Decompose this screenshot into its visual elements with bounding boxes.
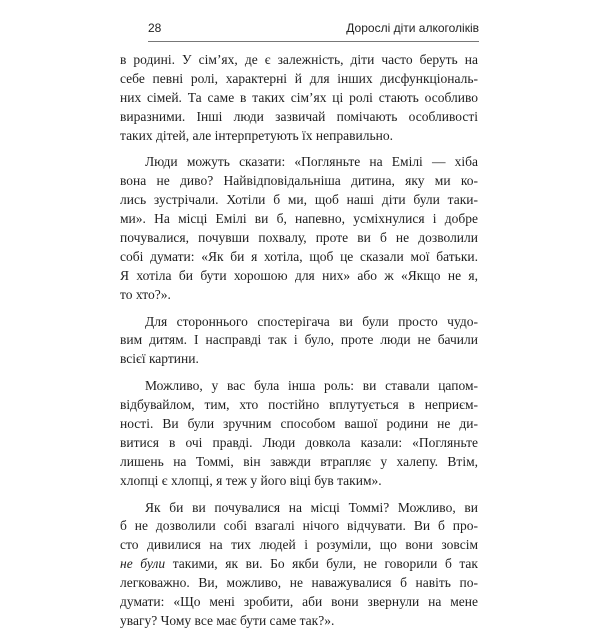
text-run: почувалися, почувши похвалу, проте ви б не дозволили (120, 230, 478, 246)
text-run: них сімей. Та саме в таких сім’ях ці ролі стають особливо (120, 89, 478, 105)
text-line (120, 396, 478, 415)
text-run: увагу? Чому все має бути саме так?». (120, 612, 335, 628)
text-line (120, 593, 478, 612)
page-number: 28 (148, 21, 162, 35)
running-head: Дорослі діти алкоголіків (346, 21, 479, 35)
text-line (120, 70, 478, 89)
text-line (120, 51, 478, 70)
text-line (120, 229, 478, 248)
text-line (120, 210, 478, 229)
text-run: вим дитям. І насправді так і було, проте люди не бачили (120, 332, 478, 348)
text-line (120, 536, 478, 555)
text-line (120, 108, 478, 127)
text-run: б не дозволили собі взагалі нічого відчувати. Ви б про- (120, 518, 478, 534)
text-run: такими, як ви. Бо якби були, не говорили б так (165, 556, 478, 572)
paragraph (120, 153, 478, 304)
text-line (120, 377, 478, 396)
text-line (120, 499, 478, 518)
text-line (120, 415, 478, 434)
text-line (120, 555, 478, 574)
text-line (120, 472, 478, 491)
page-header (148, 21, 479, 37)
text-run: всієї картини. (120, 351, 199, 367)
paragraph (120, 51, 478, 145)
text-line (120, 517, 478, 536)
text-run: собі думати: «Як би я хотіла, щоб це сказали мої батьки. (120, 248, 478, 264)
text-run: думати: «Що мені зробити, аби вони звернули на мене (120, 594, 478, 610)
text-line (120, 453, 478, 472)
text-run: Люди можуть сказати: «Погляньте на Емілі — хіба (145, 154, 478, 170)
text-line (120, 434, 478, 453)
text-run: в родині. У сім’ях, де є залежність, діти часто беруть на (120, 52, 478, 67)
text-run: ми». На місці Емілі ви б, напевно, усміхнулися і добре (120, 211, 478, 227)
paragraph (120, 499, 478, 631)
text-run: Для стороннього спостерігача ви були просто чудо- (145, 313, 478, 329)
paragraph (120, 313, 478, 370)
text-run: Я хотіла би бути хорошою для них» або ж «Якщо не я, (120, 267, 478, 283)
text-run: вона не диво? Найвідповідальніша дитина, яку ми ко- (120, 173, 478, 189)
text-line (120, 331, 478, 350)
text-run: таких дітей, але інтерпретують їх неправильно. (120, 127, 393, 143)
text-run: лишень на Томмі, він завжди втрапляє у халепу. Втім, (120, 453, 478, 469)
text-line (120, 191, 478, 210)
text-run: Як би ви почувалися на місці Томмі? Можливо, ви (145, 499, 478, 515)
text-line (120, 248, 478, 267)
text-line (120, 153, 478, 172)
text-line (120, 267, 478, 286)
text-line (120, 89, 478, 108)
text-run: витися в очі правді. Люди довкола казали: «Погляньте (120, 434, 478, 450)
text-run: лись зустрічали. Хотіли б ми, щоб наші діти були таки- (120, 192, 478, 208)
emphasized-text: не були (120, 556, 166, 572)
text-run: то хто?». (120, 286, 171, 302)
text-run: легковажно. Ви, можливо, не наважувалися б навіть по- (120, 575, 478, 591)
text-line (120, 286, 478, 305)
text-run: Можливо, у вас була інша роль: ви ставали цапом- (145, 378, 478, 394)
text-run: сто дивилися на тих людей і розуміли, що вони зовсім (120, 537, 478, 553)
text-line (120, 350, 478, 369)
text-run: себе певні ролі, характерні й для інших дисфункціональ- (120, 70, 478, 86)
text-line (120, 612, 478, 631)
text-line (120, 574, 478, 593)
paragraph (120, 377, 478, 490)
text-line (120, 313, 478, 332)
header-rule (148, 41, 479, 42)
text-run: виразними. Інші люди зазвичай помічають особливості (120, 108, 478, 124)
text-run: хлопці є хлопці, я теж у його віці був таким». (120, 472, 382, 488)
body-text (120, 51, 478, 639)
text-run: відбувайлом, тим, хто постійно вплутується в неприєм- (120, 397, 478, 413)
text-line (120, 172, 478, 191)
text-line (120, 127, 478, 146)
text-run: ності. Ви були зручним способом вашої родини не ди- (120, 416, 478, 432)
